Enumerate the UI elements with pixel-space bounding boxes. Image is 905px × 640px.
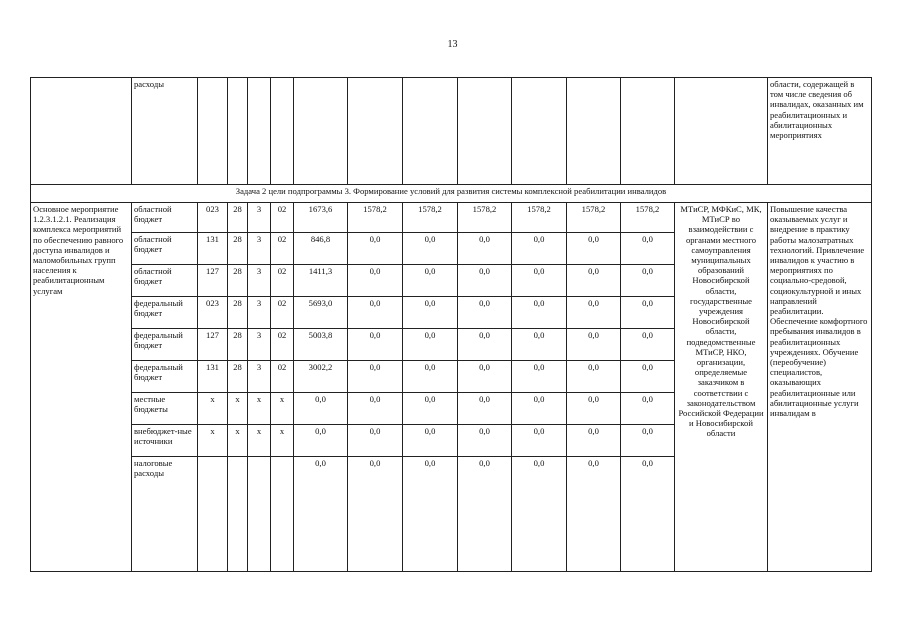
amount-cell: 0,0 — [348, 233, 403, 265]
amount-cell: 0,0 — [512, 297, 567, 329]
funding-source-cell: налоговые расходы — [132, 457, 198, 572]
amount-cell: 0,0 — [567, 297, 621, 329]
amount-cell: 0,0 — [403, 361, 458, 393]
cs-code-cell: 02 — [271, 361, 294, 393]
amount-cell: 0,0 — [348, 393, 403, 425]
funding-source-cell: местные бюджеты — [132, 393, 198, 425]
amount-cell: 0,0 — [348, 425, 403, 457]
amount-cell: 0,0 — [621, 361, 675, 393]
rz-code-cell: х — [228, 425, 248, 457]
funding-source-cell: федеральный бюджет — [132, 361, 198, 393]
amount-cell: 0,0 — [348, 265, 403, 297]
amount-cell: 0,0 — [567, 329, 621, 361]
amount-cell: 0,0 — [458, 361, 512, 393]
cs-code-cell: 02 — [271, 265, 294, 297]
expected-result-cell: Повышение качества оказываемых услуг и внедрение в практику работы малозатратных технологий. Привлечение инвалидов к участию в мероприятиях по социально-средовой, социокультурной и иных направлений реабилитации. Обеспечение комфортного пребывания инвалидов в реабилитационных учреждениях. Обучение (переобучение) специалистов, оказывающих реабилитационные или абилитационные услуги инвалидам в — [768, 203, 872, 572]
amount-cell: 0,0 — [403, 233, 458, 265]
amount-cell: 0,0 — [567, 361, 621, 393]
amount-cell: 0,0 — [403, 457, 458, 572]
amount-cell: 1578,2 — [458, 203, 512, 233]
amount-cell: 846,8 — [294, 233, 348, 265]
rz-code-cell: 28 — [228, 361, 248, 393]
amount-cell: 1578,2 — [403, 203, 458, 233]
pr-code-cell: х — [248, 425, 271, 457]
amount-cell: 0,0 — [348, 297, 403, 329]
cs-code-cell: 02 — [271, 233, 294, 265]
amount-cell: 0,0 — [621, 265, 675, 297]
amount-cell: 0,0 — [512, 425, 567, 457]
data-rows — [31, 203, 872, 572]
amount-cell: 0,0 — [512, 329, 567, 361]
amount-cell: 0,0 — [458, 329, 512, 361]
expected-result-cell: области, содержащей в том числе сведения об инвалидах, оказанных им реабилитационных и абилитационных мероприятиях — [768, 78, 872, 185]
amount-cell: 0,0 — [621, 329, 675, 361]
amount-cell: 0,0 — [567, 425, 621, 457]
amount-cell: 0,0 — [621, 393, 675, 425]
grbs-code-cell: х — [198, 425, 228, 457]
cs-code-cell — [271, 457, 294, 572]
cs-code-cell: 02 — [271, 203, 294, 233]
funding-source-cell: федеральный бюджет — [132, 297, 198, 329]
amount-cell: 0,0 — [348, 457, 403, 572]
rz-code-cell: х — [228, 393, 248, 425]
amount-cell: 0,0 — [458, 297, 512, 329]
amount-cell: 0,0 — [621, 457, 675, 572]
amount-cell: 0,0 — [403, 265, 458, 297]
amount-cell: 5003,8 — [294, 329, 348, 361]
amount-cell: 0,0 — [348, 329, 403, 361]
funding-source-cell: федеральный бюджет — [132, 329, 198, 361]
funding-table — [30, 77, 872, 572]
amount-cell: 1578,2 — [567, 203, 621, 233]
funding-source-cell: областной бюджет — [132, 233, 198, 265]
amount-cell: 0,0 — [403, 297, 458, 329]
amount-cell: 0,0 — [621, 425, 675, 457]
amount-cell: 0,0 — [458, 457, 512, 572]
grbs-code-cell: 023 — [198, 203, 228, 233]
table-row — [31, 203, 872, 233]
task-header-row — [31, 185, 872, 203]
top-continuation-row — [31, 78, 872, 185]
amount-cell: 0,0 — [621, 233, 675, 265]
page-number: 13 — [447, 39, 458, 50]
amount-cell: 0,0 — [567, 457, 621, 572]
activity-cell: Основное мероприятие 1.2.3.1.2.1. Реализация комплекса мероприятий по обеспечению равного доступа инвалидов и маломобильных групп населения к реабилитационным услугам — [31, 203, 132, 572]
amount-cell: 5693,0 — [294, 297, 348, 329]
amount-cell: 0,0 — [294, 425, 348, 457]
amount-cell: 0,0 — [512, 361, 567, 393]
amount-cell: 0,0 — [348, 361, 403, 393]
pr-code-cell: х — [248, 393, 271, 425]
grbs-code-cell: 131 — [198, 233, 228, 265]
amount-cell: 0,0 — [567, 265, 621, 297]
cs-code-cell: х — [271, 393, 294, 425]
pr-code-cell: 3 — [248, 361, 271, 393]
grbs-code-cell: 023 — [198, 297, 228, 329]
grbs-code-cell: 131 — [198, 361, 228, 393]
executors-cell: МТиСР, МФКиС, МК, МТиСР во взаимодействии с органами местного самоуправления муниципальных образований Новосибирской области, государственные учреждения Новосибирской области, подведомственные МТиСР, НКО, организации, определяемые заказчиком в соответствии с законодательством Российской Федерации и Новосибирской области — [675, 203, 768, 572]
amount-cell: 0,0 — [512, 233, 567, 265]
rz-code-cell — [228, 457, 248, 572]
grbs-code-cell — [198, 457, 228, 572]
pr-code-cell: 3 — [248, 203, 271, 233]
amount-cell: 1578,2 — [621, 203, 675, 233]
amount-cell: 0,0 — [458, 425, 512, 457]
amount-cell: 0,0 — [403, 329, 458, 361]
grbs-code-cell: 127 — [198, 265, 228, 297]
amount-cell: 0,0 — [567, 393, 621, 425]
pr-code-cell: 3 — [248, 265, 271, 297]
funding-source-cell: расходы — [132, 78, 198, 185]
rz-code-cell: 28 — [228, 265, 248, 297]
funding-source-cell: областной бюджет — [132, 203, 198, 233]
cs-code-cell: х — [271, 425, 294, 457]
amount-cell: 0,0 — [294, 393, 348, 425]
pr-code-cell: 3 — [248, 233, 271, 265]
amount-cell: 0,0 — [458, 265, 512, 297]
pr-code-cell: 3 — [248, 297, 271, 329]
amount-cell: 1578,2 — [348, 203, 403, 233]
cs-code-cell: 02 — [271, 329, 294, 361]
amount-cell: 1578,2 — [512, 203, 567, 233]
grbs-code-cell: х — [198, 393, 228, 425]
amount-cell: 0,0 — [621, 297, 675, 329]
rz-code-cell: 28 — [228, 329, 248, 361]
activity-cell-empty — [31, 78, 132, 185]
amount-cell: 0,0 — [458, 393, 512, 425]
funding-source-cell: внебюджет-ные источники — [132, 425, 198, 457]
amount-cell: 0,0 — [512, 457, 567, 572]
amount-cell: 0,0 — [294, 457, 348, 572]
amount-cell: 0,0 — [403, 425, 458, 457]
rz-code-cell: 28 — [228, 203, 248, 233]
rz-code-cell: 28 — [228, 297, 248, 329]
amount-cell: 0,0 — [458, 233, 512, 265]
pr-code-cell — [248, 457, 271, 572]
rz-code-cell: 28 — [228, 233, 248, 265]
funding-source-cell: областной бюджет — [132, 265, 198, 297]
cs-code-cell: 02 — [271, 297, 294, 329]
amount-cell: 0,0 — [512, 265, 567, 297]
pr-code-cell: 3 — [248, 329, 271, 361]
amount-cell: 0,0 — [567, 233, 621, 265]
task-header: Задача 2 цели подпрограммы 3. Формирование условий для развития системы комплексной реабилитации инвалидов — [31, 185, 872, 203]
grbs-code-cell: 127 — [198, 329, 228, 361]
amount-cell: 3002,2 — [294, 361, 348, 393]
amount-cell: 1673,6 — [294, 203, 348, 233]
amount-cell: 1411,3 — [294, 265, 348, 297]
amount-cell: 0,0 — [512, 393, 567, 425]
amount-cell: 0,0 — [403, 393, 458, 425]
